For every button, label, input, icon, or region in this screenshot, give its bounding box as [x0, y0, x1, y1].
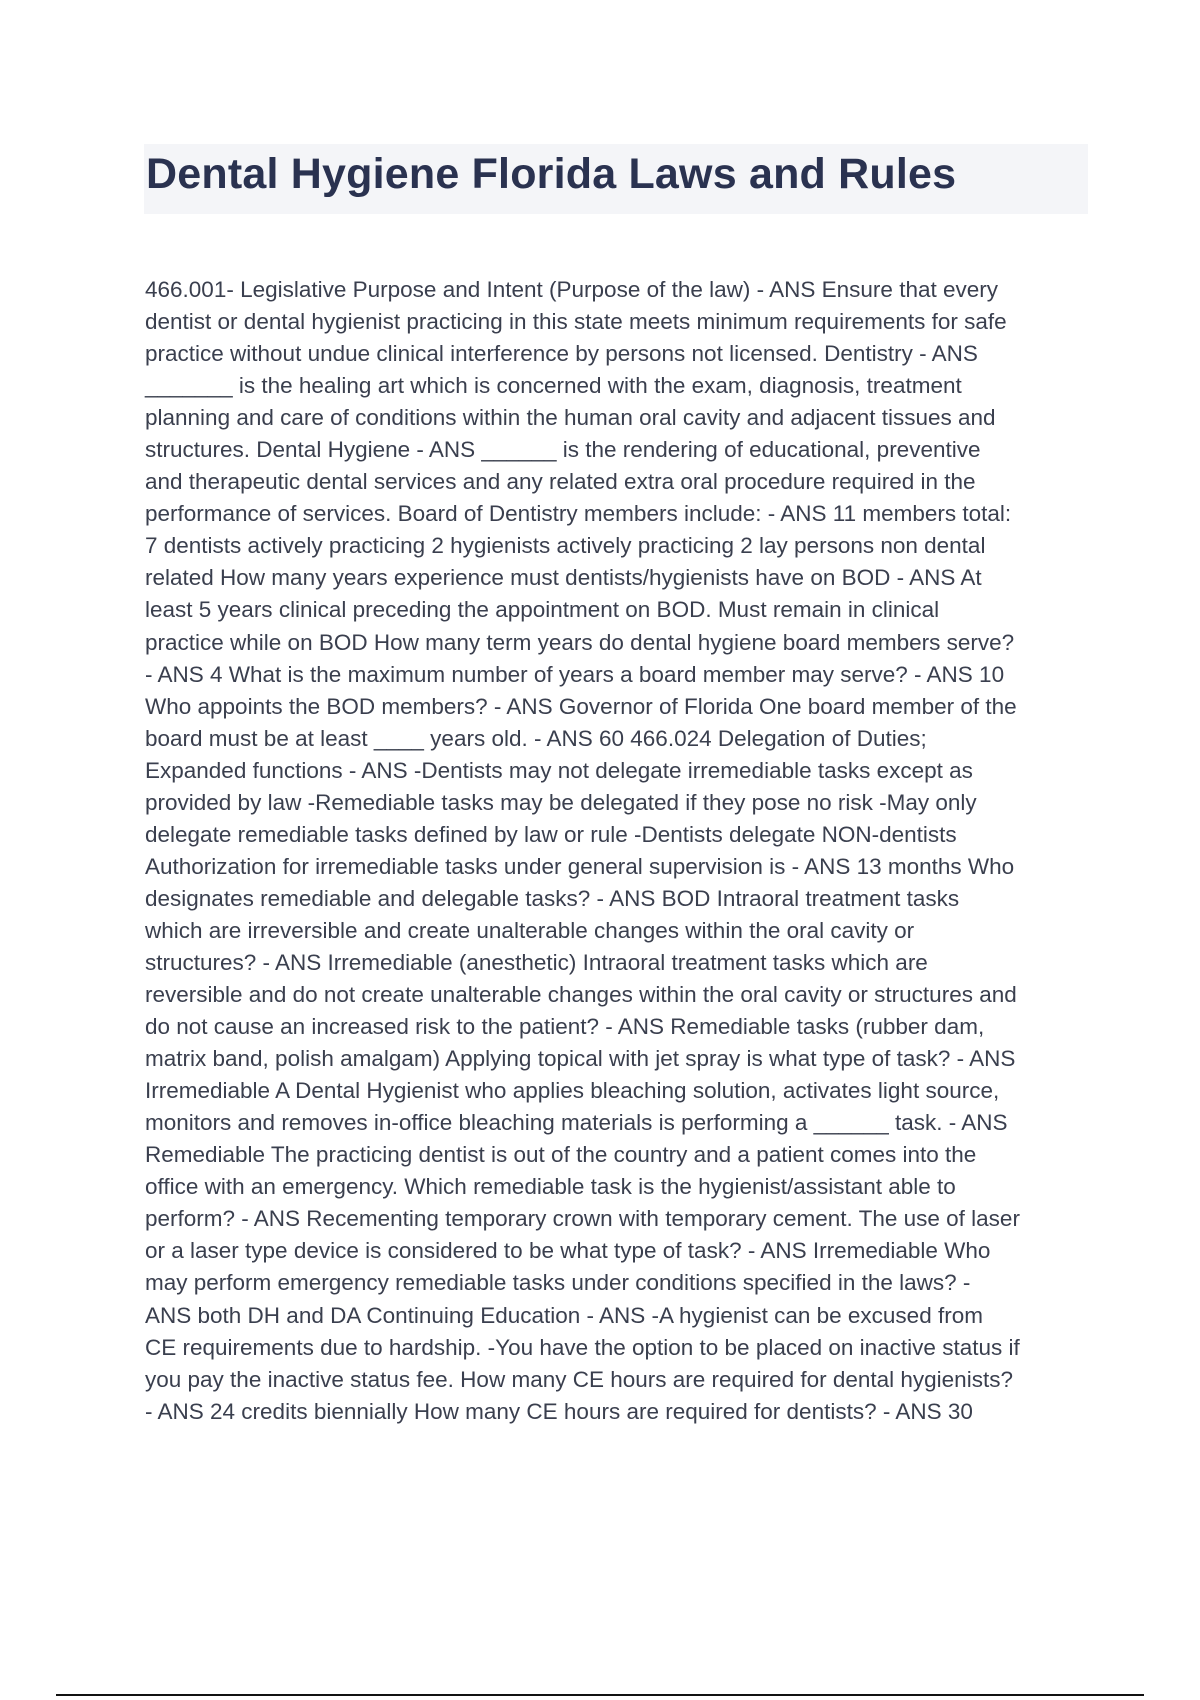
body-line: least 5 years clinical preceding the appointment on BOD. Must remain in clinical — [145, 597, 940, 623]
body-line: delegate remediable tasks defined by law or rule -Dentists delegate NON-dentists — [145, 821, 957, 847]
body-line: and therapeutic dental services and any related extra oral procedure required in the — [145, 469, 976, 495]
body-line: CE requirements due to hardship. -You have the option to be placed on inactive status if — [145, 1334, 1020, 1360]
body-line: practice while on BOD How many term years do dental hygiene board members serve? — [145, 629, 1015, 655]
body-line: which are irreversible and create unalterable changes within the oral cavity or — [145, 917, 915, 943]
body-line: reversible and do not create unalterable changes within the oral cavity or structures and — [145, 982, 1017, 1008]
body-line: designates remediable and delegable tasks? - ANS BOD Intraoral treatment tasks — [145, 885, 960, 911]
body-line: monitors and removes in-office bleaching materials is performing a ______ task. - ANS — [145, 1110, 1008, 1136]
body-line: structures? - ANS Irremediable (anesthetic) Intraoral treatment tasks which are — [145, 949, 928, 975]
body-line: do not cause an increased risk to the patient? - ANS Remediable tasks (rubber dam, — [145, 1014, 985, 1040]
body-line: _______ is the healing art which is concerned with the exam, diagnosis, treatment — [145, 373, 962, 399]
body-line: Remediable The practicing dentist is out of the country and a patient comes into the — [145, 1142, 977, 1168]
body-line: dentist or dental hygienist practicing in this state meets minimum requirements for safe — [145, 309, 1007, 335]
body-line: - ANS 24 credits biennially How many CE hours are required for dentists? - ANS 30 — [145, 1398, 973, 1424]
body-line: performance of services. Board of Dentistry members include: - ANS 11 members total: — [145, 501, 1012, 527]
body-line: 466.001- Legislative Purpose and Intent (Purpose of the law) - ANS Ensure that every — [145, 277, 998, 302]
body-line: matrix band, polish amalgam) Applying topical with jet spray is what type of task? - ANS — [145, 1046, 1016, 1072]
body-line: 7 dentists actively practicing 2 hygienists actively practicing 2 lay persons non dental — [145, 533, 986, 559]
body-line: perform? - ANS Recementing temporary crown with temporary cement. The use of laser — [145, 1206, 1020, 1232]
body-line: Expanded functions - ANS -Dentists may not delegate irremediable tasks except as — [145, 757, 973, 783]
body-line: you pay the inactive status fee. How many CE hours are required for dental hygienists? — [145, 1366, 1013, 1392]
body-line: - ANS 4 What is the maximum number of years a board member may serve? - ANS 10 — [145, 661, 1005, 687]
body-line: related How many years experience must dentists/hygienists have on BOD - ANS At — [145, 565, 982, 591]
body-line: practice without undue clinical interference by persons not licensed. Dentistry - ANS — [145, 341, 978, 367]
body-line: ANS both DH and DA Continuing Education - ANS -A hygienist can be excused from — [145, 1302, 983, 1328]
body-line: office with an emergency. Which remediable task is the hygienist/assistant able to — [145, 1174, 956, 1200]
body-line: or a laser type device is considered to be what type of task? - ANS Irremediable Who — [145, 1238, 991, 1264]
document-title: Dental Hygiene Florida Laws and Rules — [146, 150, 957, 198]
body-line: Irremediable A Dental Hygienist who applies bleaching solution, activates light source, — [145, 1078, 1000, 1104]
body-line: board must be at least ____ years old. - ANS 60 466.024 Delegation of Duties; — [145, 725, 927, 751]
document-body — [145, 274, 1105, 1428]
body-line: provided by law -Remediable tasks may be delegated if they pose no risk -May only — [145, 789, 977, 815]
body-line: planning and care of conditions within the human oral cavity and adjacent tissues and — [145, 405, 996, 431]
body-line: may perform emergency remediable tasks under conditions specified in the laws? - — [145, 1270, 971, 1296]
body-line: structures. Dental Hygiene - ANS ______ is the rendering of educational, preventive — [145, 437, 981, 463]
body-line: Who appoints the BOD members? - ANS Governor of Florida One board member of the — [145, 693, 1017, 719]
footer-divider — [56, 1694, 1144, 1696]
body-line: Authorization for irremediable tasks under general supervision is - ANS 13 months Who — [145, 853, 1015, 879]
